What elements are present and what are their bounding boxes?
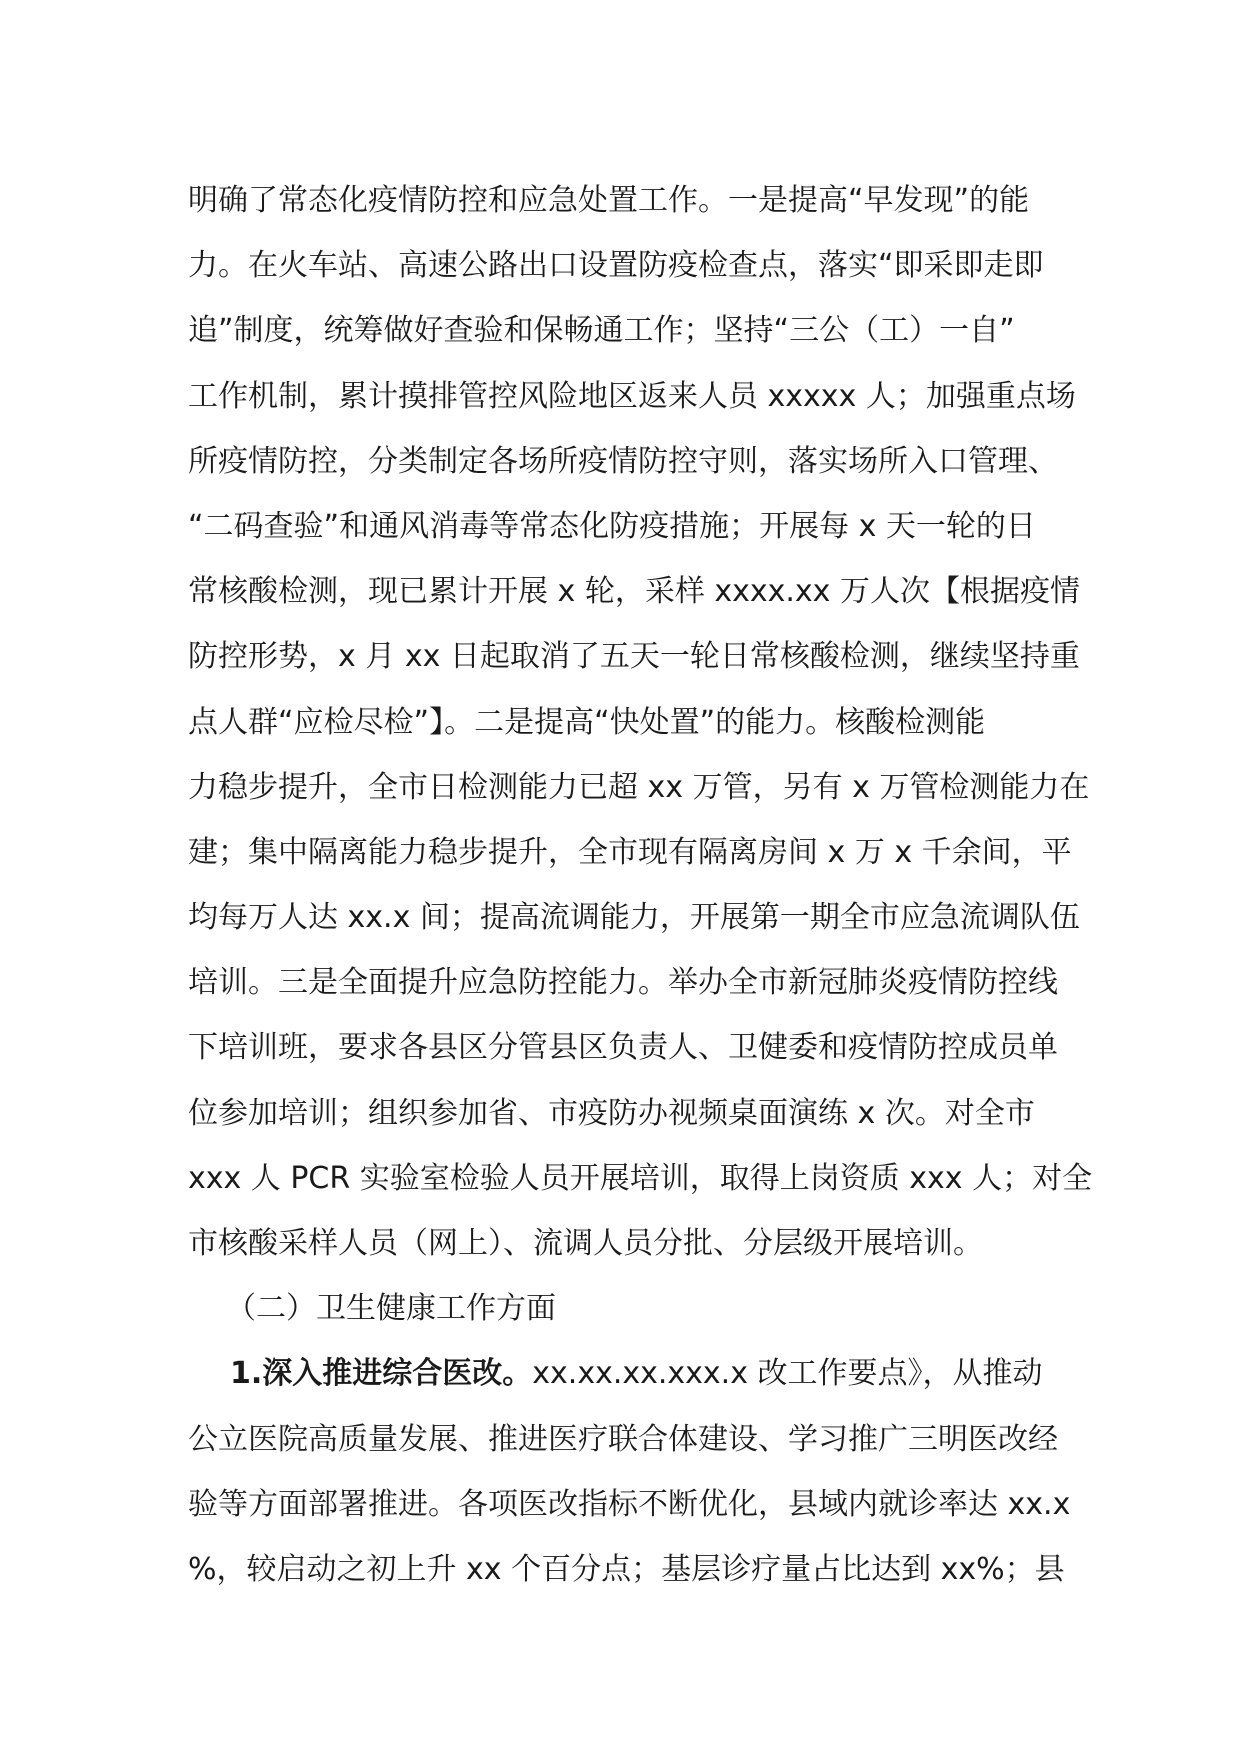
paragraph-line: 公立医院高质量发展、推进医疗联合体建设、学习推广三明医改经 (188, 1421, 1058, 1457)
paragraph-line: 常核酸检测，现已累计开展 x 轮，采样 xxxx.xx 万人次【根据疫情 (188, 574, 1080, 610)
paragraph-line: 培训。三是全面提升应急防控能力。举办全市新冠肺炎疫情防控线 (188, 965, 1058, 1001)
paragraph-line: 点人群“应检尽检”】。二是提高“快处置”的能力。核酸检测能 (188, 704, 986, 740)
paragraph-line: 下培训班，要求各县区分管县区负责人、卫健委和疫情防控成员单 (188, 1030, 1058, 1066)
item-first-line (188, 1341, 1068, 1406)
item-first-line-text: xx.xx.xx.xxx.x 改工作要点》，从推动 (532, 1356, 1043, 1392)
paragraph-line: 所疫情防控，分类制定各场所疫情防控守则，落实场所入口管理、 (188, 443, 1058, 479)
item-title: 1.深入推进综合医改。 (230, 1356, 533, 1392)
paragraph-line: 防控形势，x 月 xx 日起取消了五天一轮日常核酸检测，继续坚持重 (188, 639, 1080, 675)
paragraph-line: 验等方面部署推进。各项医改指标不断优化，县域内就诊率达 xx.x (188, 1486, 1071, 1522)
paragraph-line: 明确了常态化疫情防控和应急处置工作。一是提高“早发现”的能 (188, 183, 1030, 218)
paragraph-line: “二码查验”和通风消毒等常态化防疫措施；开展每 x 天一轮的日 (188, 508, 1036, 544)
paragraph-line: xxx 人 PCR 实验室检验人员开展培训，取得上岗资质 xxx 人；对全 (188, 1160, 1093, 1196)
paragraph-line: 位参加培训；组织参加省、市疫防办视频桌面演练 x 次。对全市 (188, 1095, 1035, 1131)
paragraph-line: 力稳步提升，全市日检测能力已超 xx 万管，另有 x 万管检测能力在 (188, 769, 1090, 805)
document-body (188, 168, 1093, 1602)
paragraph-line: 工作机制，累计摸排管控风险地区返来人员 xxxxx 人；加强重点场 (188, 378, 1076, 414)
section-heading: （二）卫生健康工作方面 (226, 1291, 556, 1327)
paragraph-line: 均每万人达 xx.x 间；提高流调能力，开展第一期全市应急流调队伍 (188, 900, 1080, 936)
paragraph-line: 市核酸采样人员（网上）、流调人员分批、分层级开展培训。 (188, 1226, 983, 1261)
paragraph-line: 建；集中隔离能力稳步提升，全市现有隔离房间 x 万 x 千余间，平 (188, 834, 1072, 870)
paragraph-line: 力。在火车站、高速公路出口设置防疫检查点，落实“即采即走即 (188, 248, 1044, 284)
paragraph-line: 追”制度，统筹做好查验和保畅通工作；坚持“三公（工）一自” (188, 313, 1015, 349)
paragraph-line: %，较启动之初上升 xx 个百分点；基层诊疗量占比达到 xx%；县 (188, 1551, 1065, 1587)
